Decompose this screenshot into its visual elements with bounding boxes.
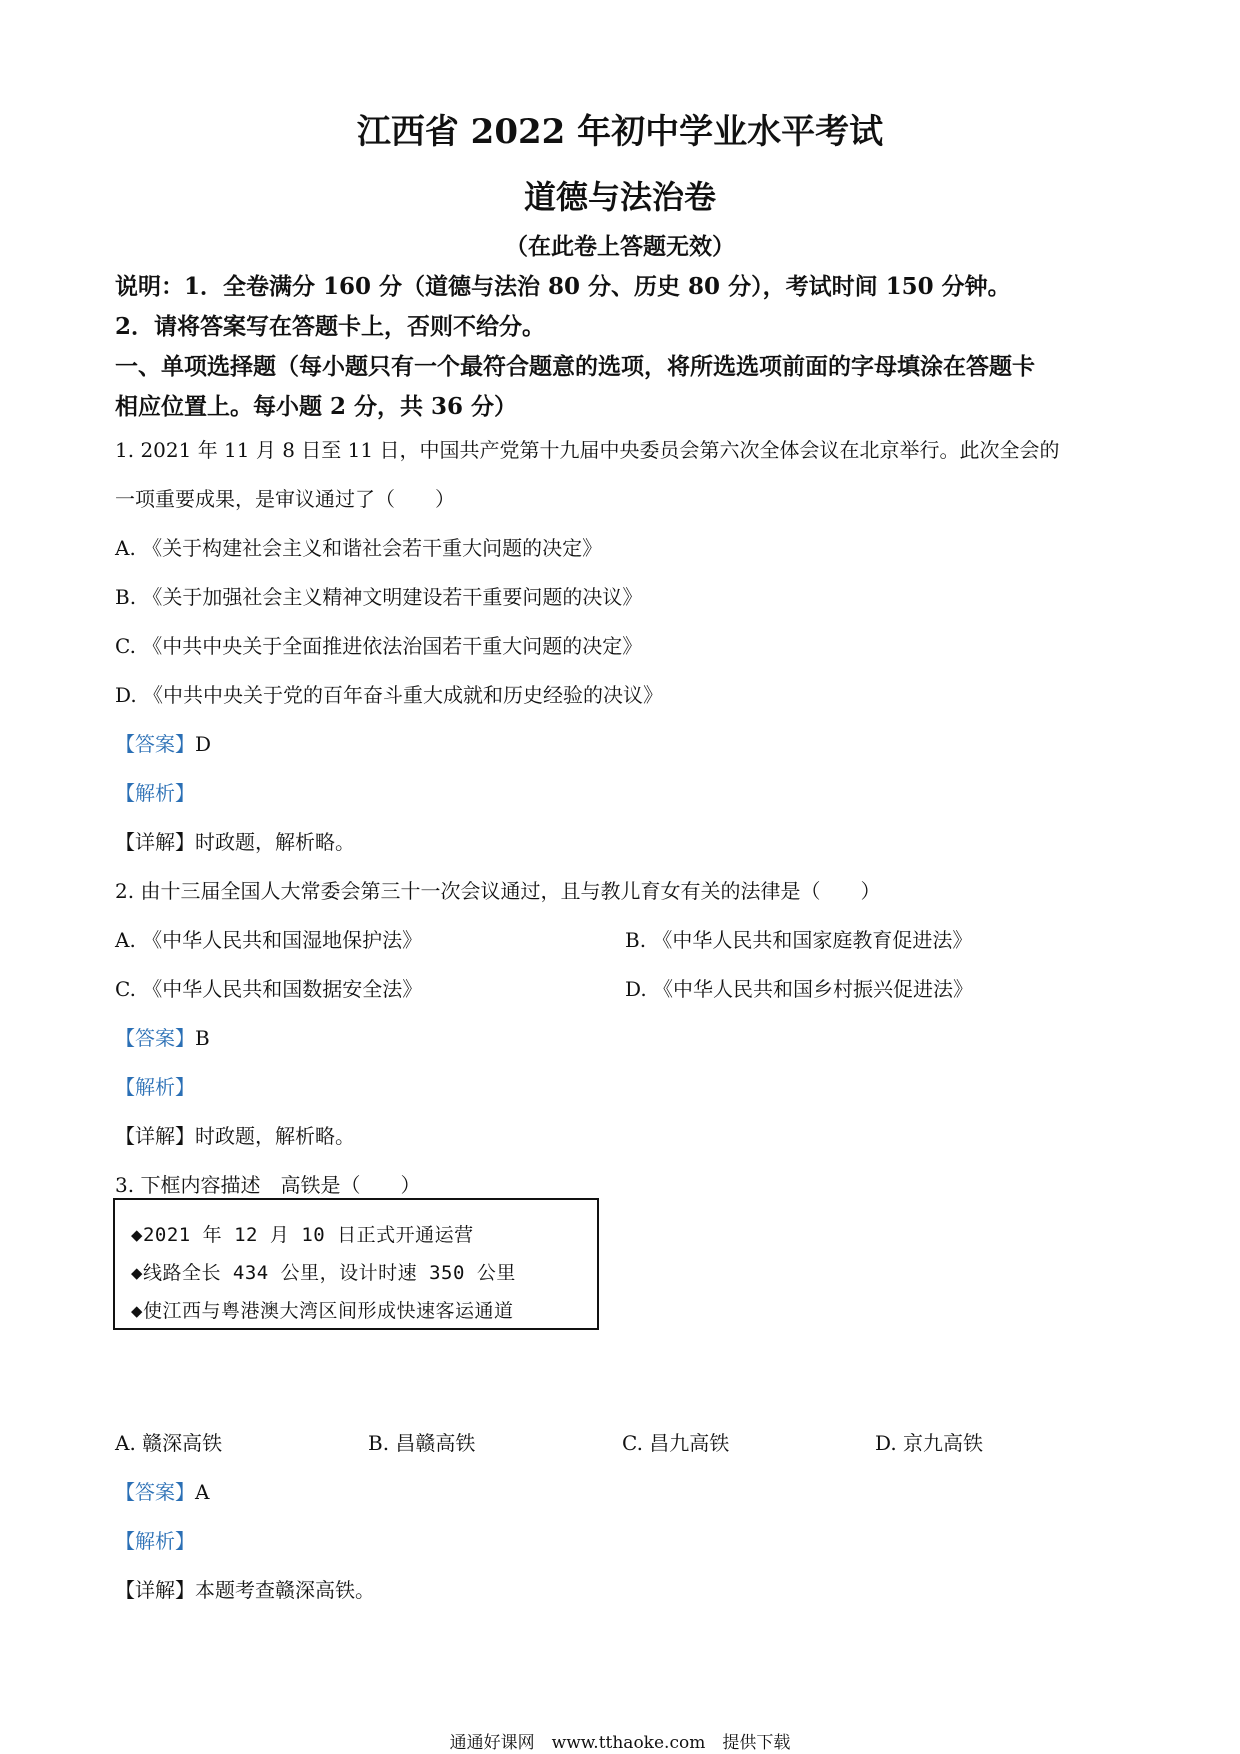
q1-option-d: D. 《中共中央关于党的百年奋斗重大成就和历史经验的决议》 — [115, 683, 664, 707]
instructions-line-1: 说明：1．全卷满分 160 分（道德与法治 80 分、历史 80 分），考试时间 150 分钟。 — [115, 273, 1011, 300]
q1-answer — [115, 728, 211, 757]
q1-option-c: C. 《中共中央关于全面推进依法治国若干重大问题的决定》 — [115, 634, 643, 658]
section-heading-line-1: 一、单项选择题（每小题只有一个最符合题意的选项，将所选选项前面的字母填涂在答题卡 — [115, 353, 1035, 380]
answer-tag: 【答案】 — [115, 1026, 195, 1050]
q2-option-d: D. 《中华人民共和国乡村振兴促进法》 — [625, 977, 974, 1001]
answer-tag: 【答案】 — [115, 1480, 195, 1504]
q1-option-b: B. 《关于加强社会主义精神文明建设若干重要问题的决议》 — [115, 585, 643, 609]
q3-option-b: B. 昌赣高铁 — [368, 1431, 476, 1455]
answer-tag: 【答案】 — [115, 732, 195, 756]
footer-source: 通通好课网 www.tthaoke.com 提供下载 — [449, 1733, 791, 1753]
q1-analysis-tag: 【解析】 — [115, 781, 195, 805]
q3-stem: 3. 下框内容描述 高铁是（ ） — [115, 1173, 421, 1197]
q2-detail: 【详解】时政题，解析略。 — [115, 1124, 355, 1148]
q2-option-c: C. 《中华人民共和国数据安全法》 — [115, 977, 423, 1001]
q1-option-a: A. 《关于构建社会主义和谐社会若干重大问题的决定》 — [115, 536, 603, 560]
q1-detail: 【详解】时政题，解析略。 — [115, 830, 355, 854]
page-title: 江西省 2022 年初中学业水平考试 — [356, 112, 884, 152]
answer-value: B — [195, 1026, 210, 1050]
page-subtitle: 道德与法治卷 — [523, 178, 716, 216]
q2-option-a: A. 《中华人民共和国湿地保护法》 — [115, 928, 423, 952]
answer-value: D — [195, 732, 212, 756]
q3-box-line-2: ◆线路全长 434 公里，设计时速 350 公里 — [131, 1262, 516, 1284]
q2-option-b: B. 《中华人民共和国家庭教育促进法》 — [625, 928, 973, 952]
answer-value: A — [195, 1480, 210, 1504]
page-note: （在此卷上答题无效） — [505, 233, 735, 260]
q3-option-d: D. 京九高铁 — [875, 1431, 984, 1455]
q3-analysis-tag: 【解析】 — [115, 1529, 195, 1553]
q3-detail: 【详解】本题考查赣深高铁。 — [115, 1578, 375, 1602]
q3-info-box — [113, 1198, 599, 1330]
section-heading-line-2: 相应位置上。每小题 2 分，共 36 分） — [115, 393, 518, 420]
q1-stem-line-2: 一项重要成果，是审议通过了（ ） — [115, 487, 455, 511]
q1-stem-line-1: 1. 2021 年 11 月 8 日至 11 日，中国共产党第十九届中央委员会第六次全体会议在北京举行。此次全会的 — [115, 438, 1060, 462]
q3-box-line-3: ◆使江西与粤港澳大湾区间形成快速客运通道 — [131, 1300, 514, 1322]
q2-answer — [115, 1022, 210, 1051]
instructions-line-2: 2．请将答案写在答题卡上，否则不给分。 — [115, 313, 546, 340]
q3-box-line-1: ◆2021 年 12 月 10 日正式开通运营 — [131, 1224, 474, 1246]
q2-stem: 2. 由十三届全国人大常委会第三十一次会议通过，且与教儿育女有关的法律是（ ） — [115, 879, 881, 903]
q3-option-c: C. 昌九高铁 — [622, 1431, 730, 1455]
q3-option-a: A. 赣深高铁 — [115, 1431, 223, 1455]
q3-answer — [115, 1476, 209, 1505]
q2-analysis-tag: 【解析】 — [115, 1075, 195, 1099]
